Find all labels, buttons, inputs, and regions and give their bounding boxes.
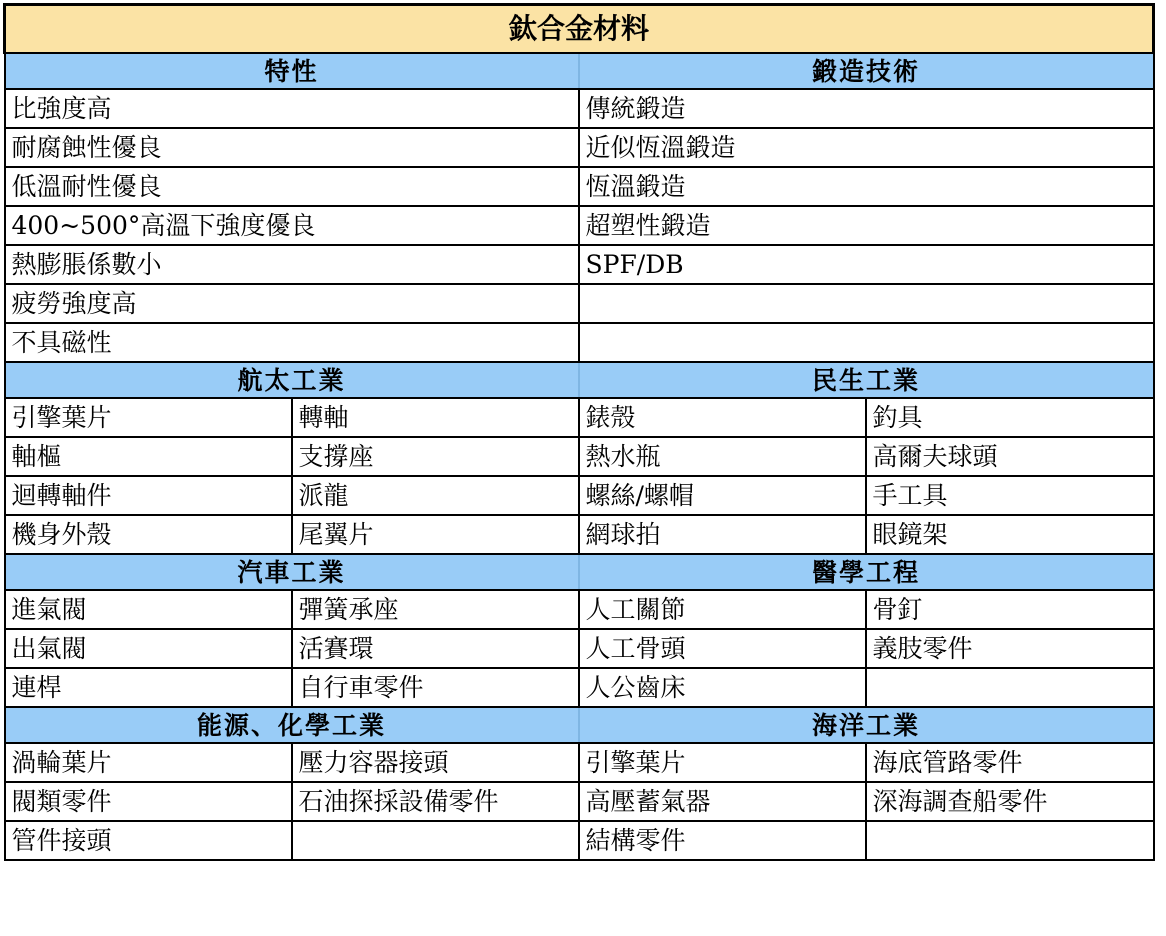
aerospace-cell: 支撐座 <box>292 437 579 476</box>
medical-cell: 骨釘 <box>866 590 1154 629</box>
header-forging: 鍛造技術 <box>579 53 1154 89</box>
energy-cell: 石油探採設備零件 <box>292 782 579 821</box>
header-energy: 能源、化學工業 <box>5 707 579 743</box>
consumer-cell: 錶殼 <box>579 398 866 437</box>
header-medical: 醫學工程 <box>579 554 1154 590</box>
property-cell: 400~500°高溫下強度優良 <box>5 206 579 245</box>
energy-cell: 壓力容器接頭 <box>292 743 579 782</box>
automotive-cell: 彈簧承座 <box>292 590 579 629</box>
medical-cell: 人工關節 <box>579 590 866 629</box>
medical-cell: 人公齒床 <box>579 668 866 707</box>
aerospace-cell: 引擎葉片 <box>5 398 292 437</box>
aerospace-cell: 派龍 <box>292 476 579 515</box>
medical-cell: 人工骨頭 <box>579 629 866 668</box>
automotive-cell: 連桿 <box>5 668 292 707</box>
automotive-cell: 進氣閥 <box>5 590 292 629</box>
titanium-alloy-table <box>3 3 1155 861</box>
table-title: 鈦合金材料 <box>5 5 1154 54</box>
consumer-cell: 網球拍 <box>579 515 866 554</box>
forging-cell: 恆溫鍛造 <box>579 167 1154 206</box>
forging-cell: SPF/DB <box>579 245 1154 284</box>
forging-cell: 近似恆溫鍛造 <box>579 128 1154 167</box>
forging-cell <box>579 323 1154 362</box>
marine-cell: 海底管路零件 <box>866 743 1154 782</box>
header-marine: 海洋工業 <box>579 707 1154 743</box>
marine-cell: 結構零件 <box>579 821 866 860</box>
aerospace-cell: 機身外殼 <box>5 515 292 554</box>
marine-cell: 深海調查船零件 <box>866 782 1154 821</box>
automotive-cell: 活賽環 <box>292 629 579 668</box>
header-automotive: 汽車工業 <box>5 554 579 590</box>
forging-cell <box>579 284 1154 323</box>
property-cell: 疲勞強度高 <box>5 284 579 323</box>
aerospace-cell: 轉軸 <box>292 398 579 437</box>
aerospace-cell: 尾翼片 <box>292 515 579 554</box>
header-properties: 特性 <box>5 53 579 89</box>
property-cell: 比強度高 <box>5 89 579 128</box>
medical-cell <box>866 668 1154 707</box>
property-cell: 耐腐蝕性優良 <box>5 128 579 167</box>
header-consumer: 民生工業 <box>579 362 1154 398</box>
automotive-cell: 自行車零件 <box>292 668 579 707</box>
consumer-cell: 眼鏡架 <box>866 515 1154 554</box>
energy-cell: 管件接頭 <box>5 821 292 860</box>
consumer-cell: 熱水瓶 <box>579 437 866 476</box>
consumer-cell: 高爾夫球頭 <box>866 437 1154 476</box>
aerospace-cell: 軸樞 <box>5 437 292 476</box>
energy-cell: 渦輪葉片 <box>5 743 292 782</box>
automotive-cell: 出氣閥 <box>5 629 292 668</box>
energy-cell <box>292 821 579 860</box>
property-cell: 不具磁性 <box>5 323 579 362</box>
forging-cell: 超塑性鍛造 <box>579 206 1154 245</box>
marine-cell: 高壓蓄氣器 <box>579 782 866 821</box>
aerospace-cell: 迴轉軸件 <box>5 476 292 515</box>
property-cell: 熱膨脹係數小 <box>5 245 579 284</box>
forging-cell: 傳統鍛造 <box>579 89 1154 128</box>
medical-cell: 義肢零件 <box>866 629 1154 668</box>
marine-cell <box>866 821 1154 860</box>
consumer-cell: 手工具 <box>866 476 1154 515</box>
consumer-cell: 螺絲/螺帽 <box>579 476 866 515</box>
consumer-cell: 釣具 <box>866 398 1154 437</box>
property-cell: 低溫耐性優良 <box>5 167 579 206</box>
marine-cell: 引擎葉片 <box>579 743 866 782</box>
energy-cell: 閥類零件 <box>5 782 292 821</box>
header-aerospace: 航太工業 <box>5 362 579 398</box>
